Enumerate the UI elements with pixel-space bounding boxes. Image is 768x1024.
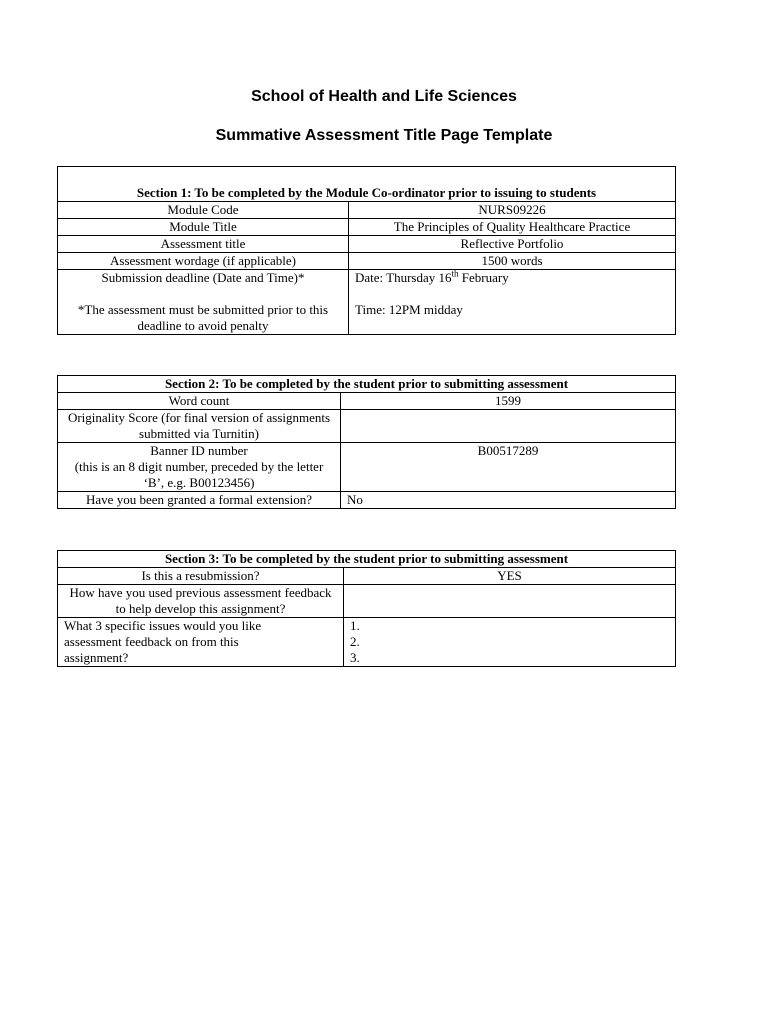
school-title: School of Health and Life Sciences <box>251 88 517 105</box>
banner-note: (this is an 8 digit number, preceded by the letter ‘B’, e.g. B00123456) <box>74 459 324 490</box>
issues-list-cell[interactable] <box>344 618 676 667</box>
table-row <box>58 618 676 667</box>
table-row <box>58 492 676 509</box>
template-title: Summative Assessment Title Page Template <box>215 127 553 144</box>
issue-item-1[interactable]: 1. <box>350 618 360 633</box>
issues-label-line1: What 3 specific issues would you like <box>64 618 262 633</box>
module-code-value[interactable]: NURS09226 <box>349 202 676 219</box>
module-title-label: Module Title <box>58 219 349 236</box>
table-row <box>58 253 676 270</box>
deadline-date: Date: Thursday 16th February <box>355 268 509 285</box>
issue-item-3[interactable]: 3. <box>350 650 360 665</box>
section2-heading-row <box>58 376 676 393</box>
table-row <box>58 219 676 236</box>
issue-item-2[interactable]: 2. <box>350 634 360 649</box>
section3-table <box>57 550 676 667</box>
section3-heading-row <box>58 551 676 568</box>
extension-label: Have you been granted a formal extension? <box>58 492 341 509</box>
module-code-label: Module Code <box>58 202 349 219</box>
deadline-value-cell[interactable] <box>349 270 676 335</box>
word-count-label: Word count <box>58 393 341 410</box>
originality-label: Originality Score (for final version of assignments submitted via Turnitin) <box>58 410 341 443</box>
deadline-label: Submission deadline (Date and Time)* <box>101 270 305 285</box>
banner-label-cell <box>58 443 341 492</box>
table-row <box>58 236 676 253</box>
section1-heading-row <box>58 167 676 202</box>
section1-heading: Section 1: To be completed by the Module Co-ordinator prior to issuing to students <box>58 167 676 202</box>
table-row <box>58 585 676 618</box>
assessment-title-label: Assessment title <box>58 236 349 253</box>
table-row <box>58 202 676 219</box>
section3-heading: Section 3: To be completed by the student prior to submitting assessment <box>58 551 676 568</box>
feedback-use-value[interactable] <box>344 585 676 618</box>
assessment-title-value[interactable]: Reflective Portfolio <box>349 236 676 253</box>
section2-heading: Section 2: To be completed by the student prior to submitting assessment <box>58 376 676 393</box>
table-row <box>58 443 676 492</box>
deadline-note: *The assessment must be submitted prior to this deadline to avoid penalty <box>77 302 329 333</box>
assessment-wordage-value[interactable]: 1500 words <box>349 253 676 270</box>
assessment-wordage-label: Assessment wordage (if applicable) <box>58 253 349 270</box>
deadline-time: Time: 12PM midday <box>355 302 463 317</box>
feedback-use-label: How have you used previous assessment feedback to help develop this assignment? <box>58 585 344 618</box>
deadline-label-cell <box>58 270 349 335</box>
table-row <box>58 393 676 410</box>
banner-label: Banner ID number <box>150 443 248 458</box>
originality-value[interactable] <box>341 410 676 443</box>
extension-value[interactable]: No <box>341 492 676 509</box>
table-row <box>58 270 676 335</box>
table-row <box>58 410 676 443</box>
issues-label-cell <box>58 618 344 667</box>
word-count-value[interactable]: 1599 <box>341 393 676 410</box>
issues-label-line3: assignment? <box>64 650 129 665</box>
resubmission-label: Is this a resubmission? <box>58 568 344 585</box>
resubmission-value[interactable]: YES <box>344 568 676 585</box>
banner-value[interactable]: B00517289 <box>341 443 676 492</box>
table-row <box>58 568 676 585</box>
issues-label-line2: assessment feedback on from this <box>64 634 239 649</box>
module-title-value[interactable]: The Principles of Quality Healthcare Practice <box>349 219 676 236</box>
section1-table <box>57 166 676 335</box>
section2-table <box>57 375 676 509</box>
